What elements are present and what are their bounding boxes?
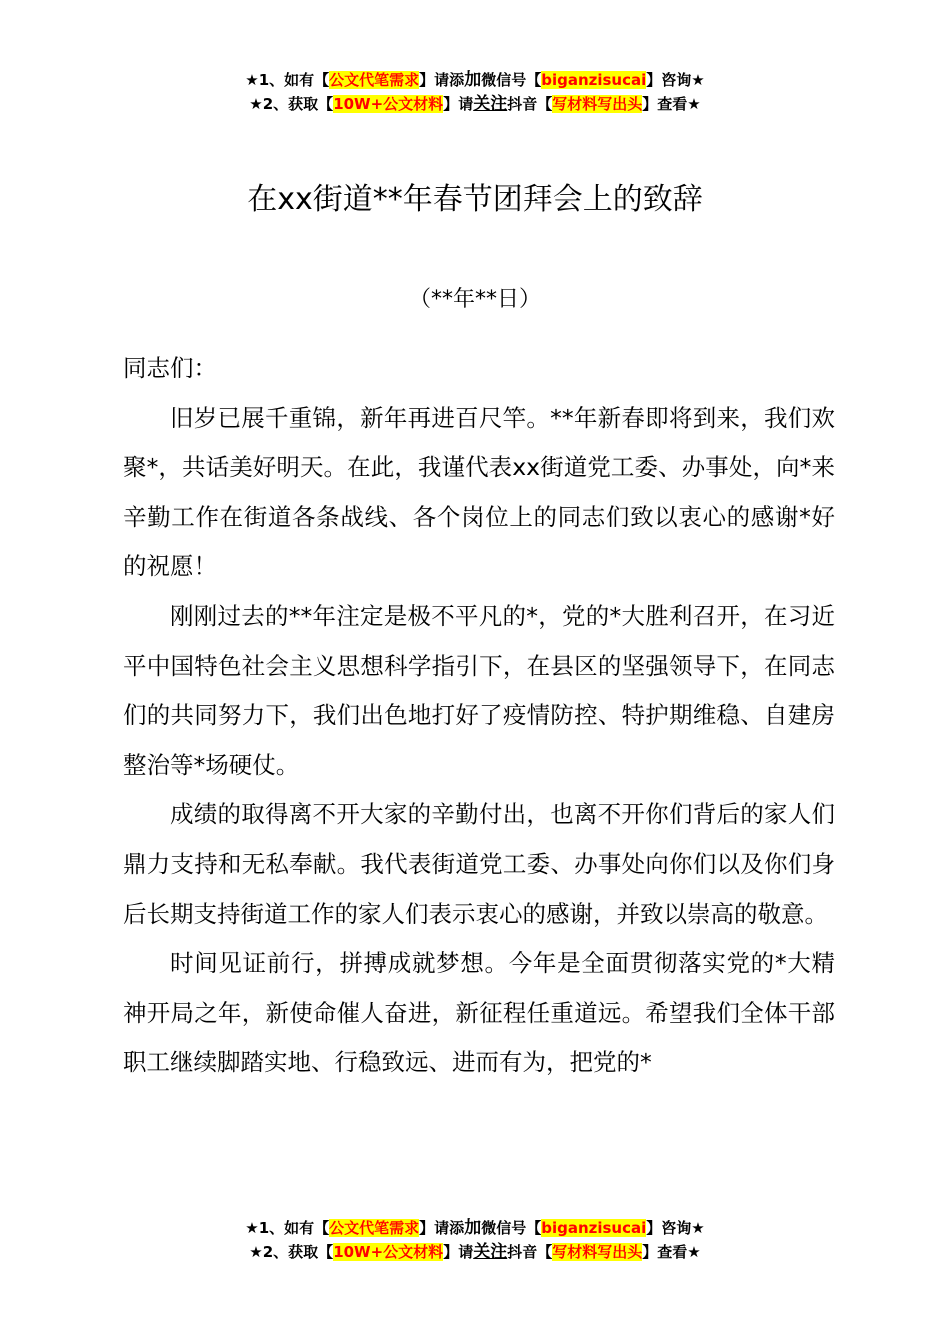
paragraph: 成绩的取得离不开大家的辛勤付出，也离不开你们背后的家人们鼎力支持和无私奉献。我代表街道党工委、办事处向你们以及你们身后长期支持街道工作的家人们表示衷心的感谢，并致以崇高的敬意。 xyxy=(123,800,835,928)
promo-highlight-wechat-id: biganzisucai xyxy=(541,71,647,89)
promo-highlight: 10W+公文材料 xyxy=(333,1243,444,1261)
promo-line-1 xyxy=(0,1216,950,1240)
promo-highlight-douyin-id: 写材料写出头 xyxy=(552,1243,643,1261)
promo-text: 】请添 xyxy=(419,1219,465,1237)
footer-promo-banner xyxy=(0,1216,950,1264)
document-date: （**年**日） xyxy=(408,287,541,312)
promo-highlight: 公文代笔需求 xyxy=(329,1219,420,1237)
document-body xyxy=(123,344,835,1088)
promo-text: 】查看★ xyxy=(642,1243,701,1261)
promo-text: ★1、如有【 xyxy=(245,1219,330,1237)
promo-text: 】咨询★ xyxy=(646,71,705,89)
promo-line-2 xyxy=(0,92,950,116)
promo-highlight-douyin-id: 写材料写出头 xyxy=(552,95,643,113)
promo-text: ★2、获取【 xyxy=(249,1243,334,1261)
promo-line-2 xyxy=(0,1240,950,1264)
promo-highlight: 10W+公文材料 xyxy=(333,95,444,113)
promo-emphasis: 加 xyxy=(464,70,482,90)
promo-highlight: 公文代笔需求 xyxy=(329,71,420,89)
promo-line-1 xyxy=(0,68,950,92)
promo-text: 微信号【 xyxy=(481,1219,542,1237)
promo-emphasis: 加 xyxy=(464,1218,482,1238)
promo-text: 】请 xyxy=(443,95,474,113)
promo-text: 】查看★ xyxy=(642,95,701,113)
paragraph: 时间见证前行，拼搏成就梦想。今年是全面贯彻落实党的*大精神开局之年，新使命催人奋进，新征程任重道远。希望我们全体干部职工继续脚踏实地、行稳致远、进而有为，把党的* xyxy=(123,949,835,1077)
promo-text: ★1、如有【 xyxy=(245,71,330,89)
header-promo-banner xyxy=(0,68,950,116)
promo-emphasis: 关注 xyxy=(473,1242,508,1262)
promo-text: 】请 xyxy=(443,1243,474,1261)
document-title: 在xx街道**年春节团拜会上的致辞 xyxy=(247,182,703,217)
paragraph: 旧岁已展千重锦，新年再进百尺竿。**年新春即将到来，我们欢聚*，共话美好明天。在此，我谨代表xx街道党工委、办事处，向*来辛勤工作在街道各条战线、各个岗位上的同志们致以衷心的感谢*好的祝愿！ xyxy=(123,403,835,581)
promo-text: 抖音【 xyxy=(507,95,553,113)
promo-text: 抖音【 xyxy=(507,1243,553,1261)
promo-text: 微信号【 xyxy=(481,71,542,89)
paragraph: 刚刚过去的**年注定是极不平凡的*，党的*大胜利召开，在习近平中国特色社会主义思想科学指引下，在县区的坚强领导下，在同志们的共同努力下，我们出色地打好了疫情防控、特护期维稳、自建房整治等*场硬仗。 xyxy=(123,601,835,779)
promo-highlight-wechat-id: biganzisucai xyxy=(541,1219,647,1237)
promo-text: 】咨询★ xyxy=(646,1219,705,1237)
promo-emphasis: 关注 xyxy=(473,94,508,114)
salutation: 同志们： xyxy=(123,354,217,382)
promo-text: 】请添 xyxy=(419,71,465,89)
promo-text: ★2、获取【 xyxy=(249,95,334,113)
